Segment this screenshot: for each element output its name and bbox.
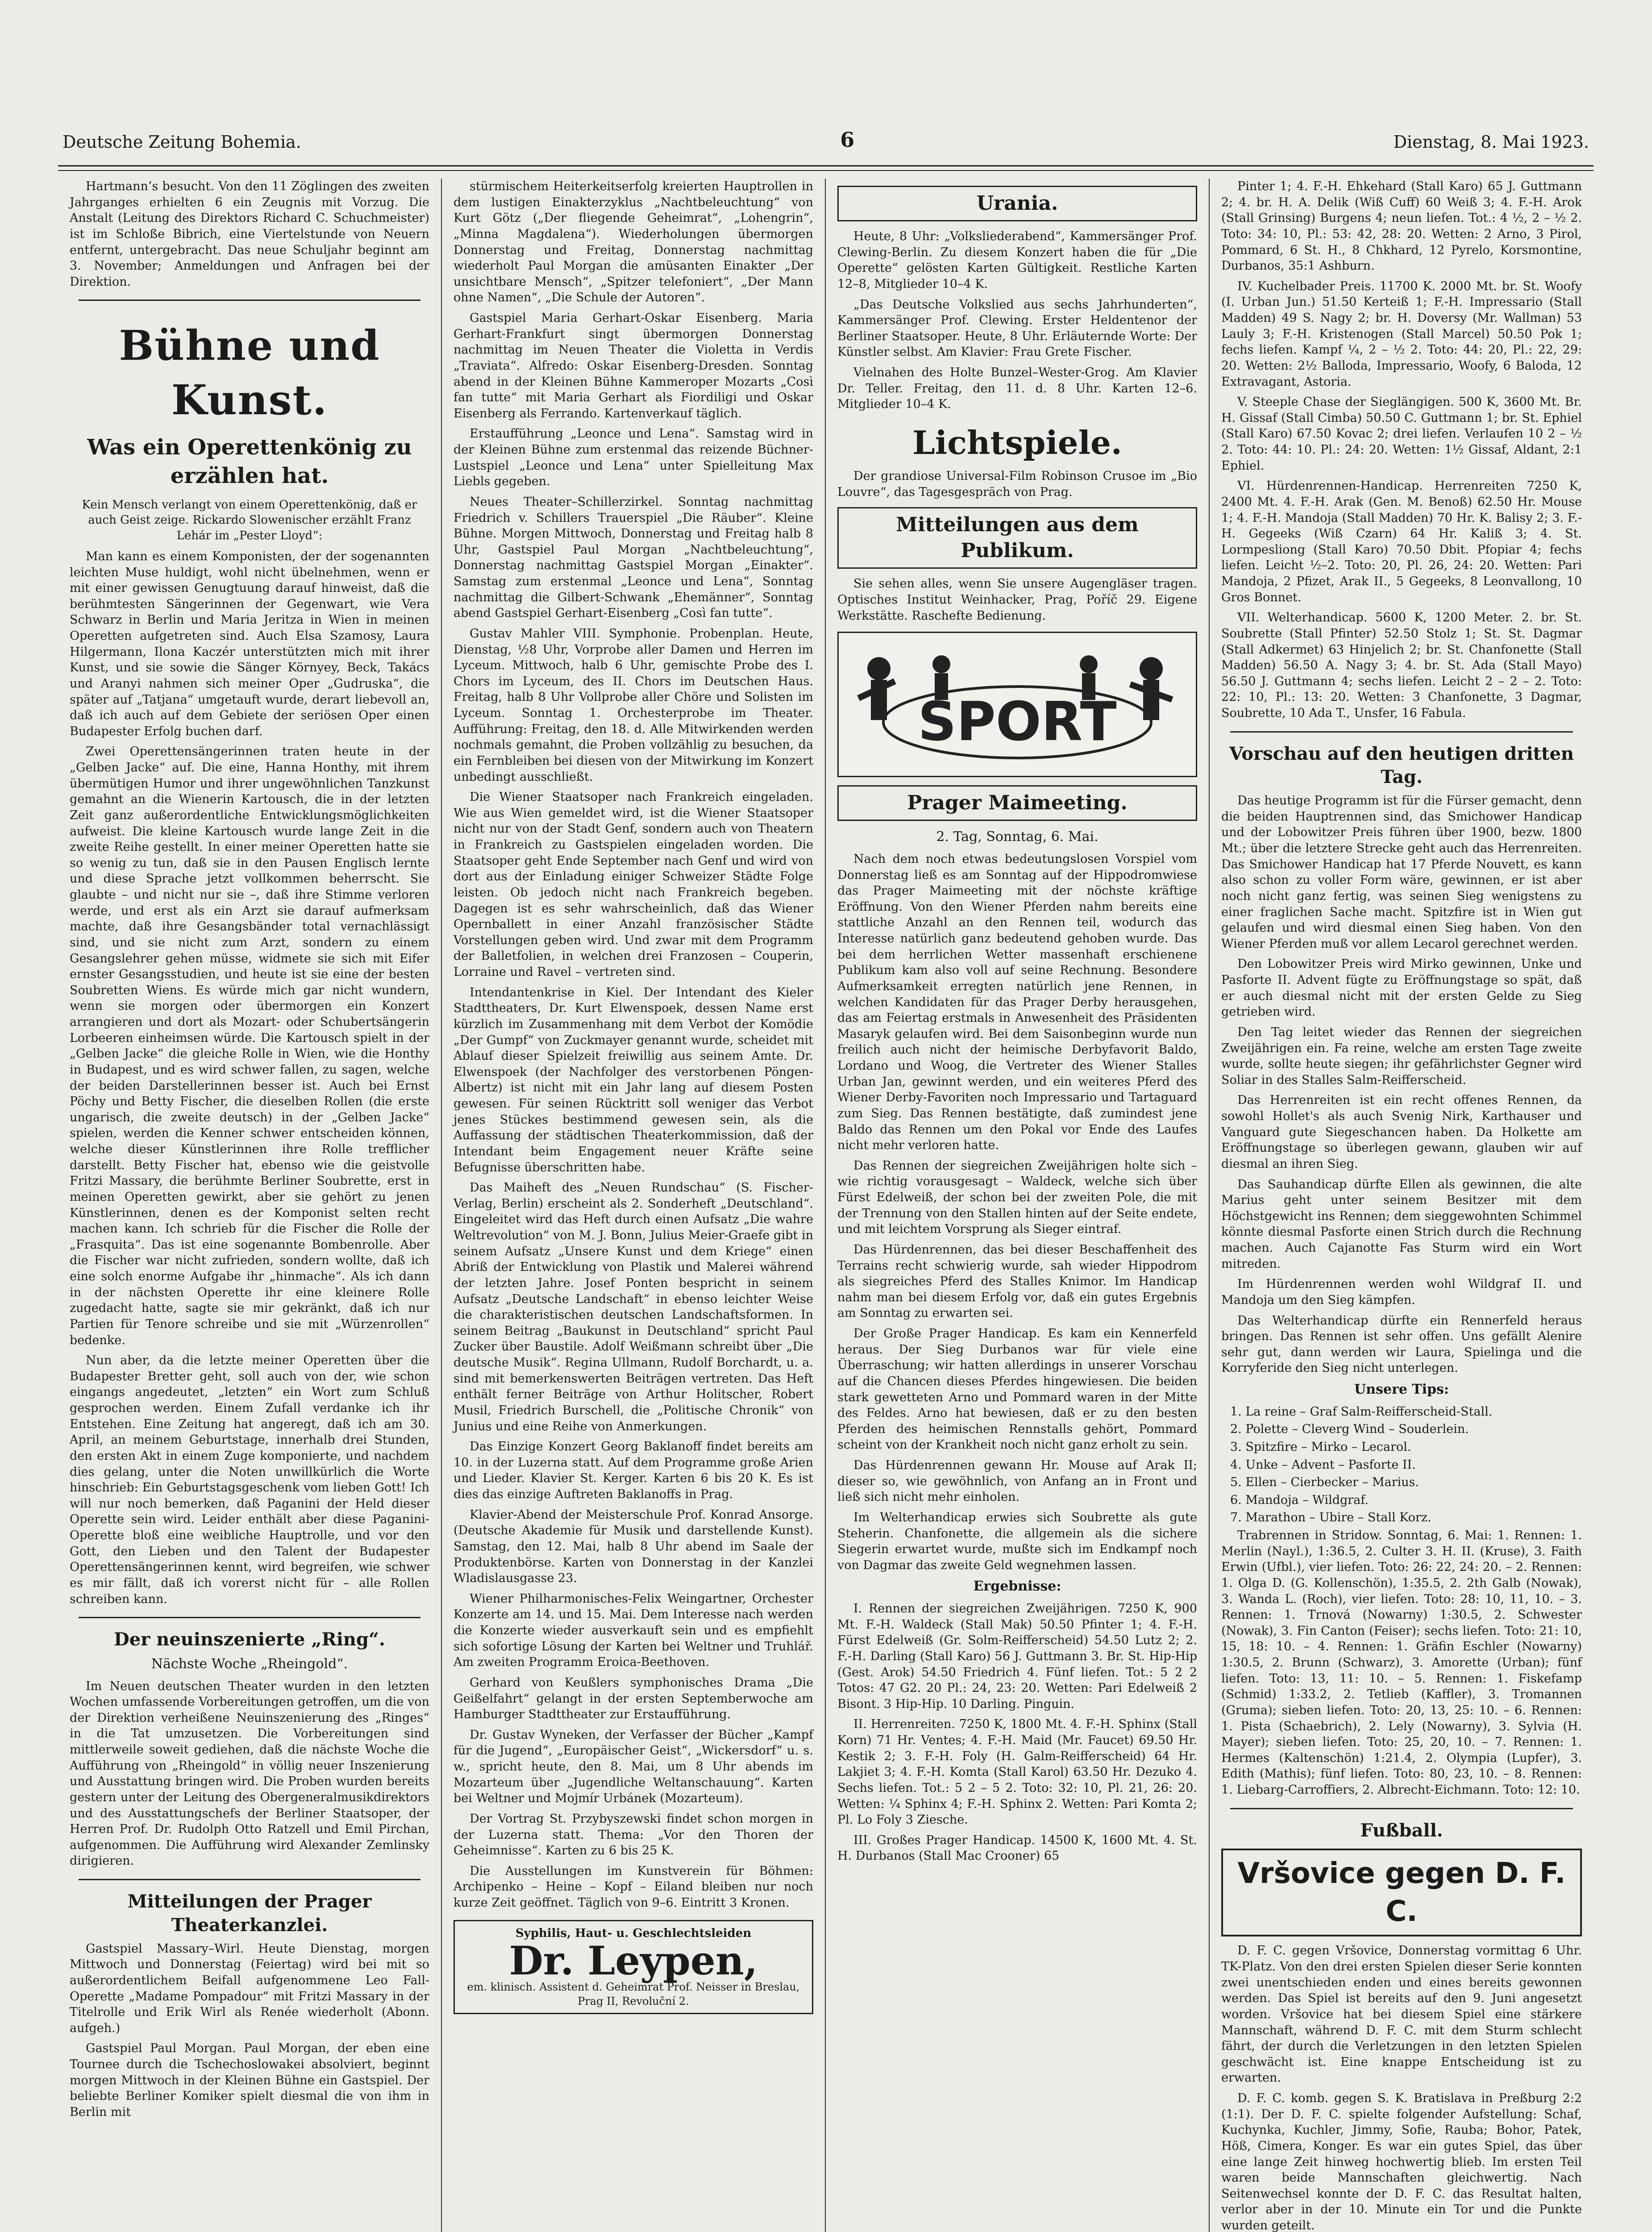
race-result: Pinter 1; 4. F.-H. Ehkehard (Stall Karo) 65 J. Guttmann 2; 4. br. H. A. Delik (Wiß Cuff) 60 Weiß 3; 4. F.-H. Arok (Stall Grinsing) Burgens 4; neun liefen. Tot.: 4 ½, 2 – ½ 2. Toto: 34: 10, Pl.: 53: 42, 28: 20. Wetten: 2 Arno, 3 Pirol, Pommard, 6 St. H., 8 Chkhard, 12 Pyrelo, Korsmontine, Durbanos, 35:1 Ashburn. [1221, 179, 1582, 273]
notice-paragraph: Dr. Gustav Wyneken, der Verfasser der Bücher „Kampf für die Jugend“, „Europäischer Geist“, „Wickersdorf“ u. s. w., spricht heute, den 8. Mai, um 8 Uhr abends im Mozarteum über „Jugendliche Weltanschauung“. Karten bei Weltner und Mojmír Urbánek (Mozarteum). [454, 1728, 813, 1806]
maimeeting-paragraph: Nach dem noch etwas bedeutungslosen Vorspiel vom Donnerstag ließ es am Sonntag auf der Hippodromwiese das Prager Maimeeting mit der nöchste kräftige Eröffnung. Von den Wiener Pferden nahm bereits eine stattliche Anzahl an den Rennen teil, wodurch das Interesse natürlich ganz bedeutend gehoben wurde. Das bei dem herrlichen Wetter massenhaft erschienene Publikum kam also voll auf seine Rechnung. Besondere Aufmerksamkeit erregten natürlich jene Rennen, in welchen Kandidaten für das Prager Derby herausgehen, das am Feiertag erstmals in Anwesenheit des Präsidenten Masaryk gelaufen wird. Bei dem Saisonbeginn wurde nun freilich auch nicht der heimische Derbyfavorit Baldo, Lordano und Woog, die Vertreter des Wiener Stalles Urban Jan, gewinnt werden, und ein weiteres Pferd des Wiener Derby-Favoriten noch Impressario und Tartaguard zum Sieg. Das Rennen bestätigte, daß zumindest jene Baldo das Rennen um den Pokal vor Ende des Laufes nicht mehr verloren hatte. [837, 852, 1197, 1153]
column-2 [442, 179, 826, 2232]
vorschau-paragraph: Das Sauhandicap dürfte Ellen als gewinnen, die alte Marius geht unter seinem Besitzer mit dem Höchstgewicht ins Rennen; dem sieggewohnten Schimmel könnte diesmal Pasforte einen Strich durch die Rechnung machen. Auch Cajanotte Fas Sturm wird ein Wort mitreden. [1221, 1177, 1582, 1271]
ring-heading: Der neuinszenierte „Ring“. [114, 1629, 385, 1650]
notice-paragraph: Erstaufführung „Leonce und Lena“. Samstag wird in der Kleinen Bühne zum erstenmal das reizende Büchner-Lustspiel „Leonce und Lena“ unter Spielleitung Max Liebls gegeben. [454, 427, 813, 489]
notice-paragraph: stürmischem Heiterkeitserfolg kreierten Hauptrollen in dem lustigen Einakterzyklus „Nachtbeleuchtung“ von Kurt Götz („Der fliegende Geheimrat“, „Lohengrin“, „Minna Magdalena“). Wiederholungen übermorgen Donnerstag und Freitag, Donnerstag nachmittag wiederholt Paul Morgan die amüsanten Einakter „Der unsichtbare Mensch“, „Spitzer telefoniert“, „Der Mann ohne Namen“, „Die Schule der Autoren“. [454, 179, 813, 305]
notice-paragraph: Gastspiel Maria Gerhart-Oskar Eisenberg. Maria Gerhart-Frankfurt singt übermorgen Donnerstag nachmittag im Neuen Theater die Violetta in Verdis „Traviata“. Alfredo: Oskar Eisenberg-Dresden. Sonntag abend in der Kleinen Bühne Kammeroper Mozarts „Così fan tutte“ mit Maria Gerhart als Fiordiligi und Oskar Eisenberg als Ferrando. Kartenverkauf täglich. [454, 311, 813, 421]
vorschau-paragraph: Das heutige Programm ist für die Fürser gemacht, denn die beiden Hauptrennen sind, das Smichower Handicap und der Lobowitzer Preis führen über 1900, bezw. 1800 Mt.; über die letztere Strecke geht auch das Herrenreiten. Das Smichower Handicap hat 17 Pferde Nouvett, es kann also schon zu voller Form wäre, gewinnen, er ist aber noch nicht ganz fertig, was seinen Sieg wenigstens zu einer fraglichen Sache macht. Spitzfire ist in Wien gut gelaufen und wird diesmal einen Sieg haben. Von den Wiener Pferden muß vor allem Lecarol gerechnet werden. [1221, 794, 1582, 951]
race-result: VI. Hürdenrennen-Handicap. Herrenreiten 7250 K, 2400 Mt. 4. F.-H. Arak (Gen. M. Benoß) 62.50 Hr. Mouse 1; 4. F.-H. Mandoja (Stall Madden) 70 Hr. K. Balisy 2; 3. F.-H. Gegeeks (Wiß Czarn) 64 Hr. Kaliß 3; 4. St. Lormpesliong (Stall Karo) 70.50 Dbit. Pfopiar 4; fechs liefen. Leicht ½–2. Toto: 20, Pl. 26, 24: 20. Wetten: Pari Mandoja, 2 Pfizet, Arak II., 5 Gegeeks, 8 Leonvallong, 10 Gros Bonnet. [1221, 479, 1582, 604]
column-4 [1210, 179, 1594, 2232]
notice-paragraph: Die Ausstellungen im Kunstverein für Böhmen: Archipenko – Heine – Kopf – Eiland bleiben nur noch kurze Zeit geöffnet. Täglich von 9–6. Eintritt 3 Kronen. [454, 1864, 813, 1910]
notice-paragraph: Gustav Mahler VIII. Symphonie. Probenplan. Heute, Dienstag, ½8 Uhr, Vorprobe aller Damen und Herren im Lyceum. Mittwoch, halb 6 Uhr, gemischte Probe des I. Chors im Lyceum, des II. Chors im Deutschen Haus. Freitag, halb 8 Uhr Vollprobe aller Chöre und Solisten im Lyceum. Sonntag 1. Orchesterprobe im Theater. Aufführung: Freitag, den 18. d. Alle Mitwirkenden werden nochmals gemahnt, die Proben vollzählig zu besuchen, da ein Fernbleiben bei diesen von der Mitwirkung im Konzert unbedingt ausschließt. [454, 626, 813, 784]
lichtspiele-heading: Lichtspiele. [912, 423, 1122, 462]
vorschau-paragraph: Den Tag leitet wieder das Rennen der siegreichen Zweijährigen ein. Fa reine, welche am ersten Tage zweite wurde, sollte heute siegen; ihr gefährlichster Gegner wird Soliar in des Stalles Salm-Reifferscheid. [1221, 1025, 1582, 1087]
notice-paragraph: Wiener Philharmonisches-Felix Weingartner, Orchester Konzerte am 14. und 15. Mai. Dem Interesse nach werden die Konzerte wieder ausverkauft sein und es empfiehlt sich sofortige Lösung der Karten bei Weltner und Truhlář. Am zweiten Programm Eroica-Beethoven. [454, 1591, 813, 1670]
fussball-paragraph: D. F. C. komb. gegen S. K. Bratislava in Preßburg 2:2 (1:1). Der D. F. C. spielte folgender Aufstellung: Schaf, Kuchynka, Kuchler, Jimmy, Sofie, Rauba; Bohor, Patek, Höß, Cimera, Konger. Es war ein gutes Spiel, das über eine lange Zeit hinweg hochwertig blieb. Im ersten Teil waren beide Mannschaften gleichwertig. Nach Seitenwechsel konnte der D. F. C. das Resultat halten, verlor aber in der 10. Minute ein Tor und die Punkte wurden geteilt. [1221, 2091, 1582, 2232]
race-result: VII. Welterhandicap. 5600 K, 1200 Meter. 2. br. St. Soubrette (Stall Pfinter) 52.50 Stolz 1; St. St. Dagmar (Stall Adkermet) 63 Hinjelich 2; br. St. Chanfonette (Stall Madden) 56.50 A. Nagy 3; 4. br. St. Ada (Stall Mayo) 56.50 J. Guttmann 4; sechs liefen. Leicht 2 – 2 – 2. Toto: 22: 10, Pl.: 13: 20. Wetten: 3 Chanfonette, 3 Dagmar, Soubrette, 10 Ada T., Unsfer, 16 Fabula. [1221, 611, 1582, 720]
vrsovice-headline: Vršovice gegen D. F. C. [1221, 1849, 1582, 1936]
notice-paragraph: Das Maiheft des „Neuen Rundschau“ (S. Fischer-Verlag, Berlin) erscheint als 2. Sonderheft „Deutschland“. Eingeleitet wird das Heft durch einen Aufsatz „Die wahre Weltrevolution“ von M. J. Bonn, Julius Meier-Graefe gibt in seinem Aufsatz „Unsere Kunst und dem Kriege“ einen Abriß der Entwicklung von Plastik und Malerei während der letzten Jahre. Josef Ponten bespricht in seinem Aufsatz „Deutsche Landschaft“ in ebenso leichter Weise die charakteristischen deutschen Landschaftsformen. In seinem Beitrag „Baukunst in Deutschland“ spricht Paul Zucker über Baustile. Adolf Weißmann schreibt über „Die deutsche Musik“. Regina Ullmann, Rudolf Borchardt, u. a. sind mit bemerkenswerten Beiträgen vertreten. Das Heft enthält ferner Beiträge von Arthur Holitscher, Robert Musil, Friedrich Burschell, die „Politische Chronik“ von Junius und eine Reihe von Anmerkungen. [454, 1181, 813, 1433]
fussball-paragraph: D. F. C. gegen Vršovice, Donnerstag vormittag 6 Uhr. TK-Platz. Von den drei ersten Spielen dieser Serie konnten zwei unentschieden enden und eines bereits gewonnen werden. Das Spiel ist bereits auf den 9. Juni angesetzt worden. Vršovice hat bei diesem Spiel eine stärkere Mannschaft, während D. F. C. mit dem Sturm schlecht fährt, der durch die Verletzungen in den letzten Spielen geschwächt ist. Eine knappe Entscheidung ist zu erwarten. [1221, 1944, 1582, 2085]
sport-illustration [837, 632, 1197, 777]
ad-line: em. klinisch. Assistent d. Geheimrat Prof. Neisser in Breslau, Prag II, Revoluční 2. [467, 1980, 800, 2007]
article-subline: Kein Mensch verlangt von einem Operettenkönig, daß er auch Geist zeige. Rickardo Slowenischer erzählt Franz Lehár im „Pester Lloyd“: [82, 498, 417, 542]
sport-word: SPORT [918, 691, 1117, 754]
intro-paragraph: Hartmann’s besucht. Von den 11 Zöglingen des zweiten Jahrganges erhielten 6 ein Zeugnis mit Vorzug. Die Anstalt (Leitung des Direktors Richard C. Schuchmeister) ist im Schloße Bibrich, eine Viertelstunde von Neuern entfernt, untergebracht. Das neue Schuljahr beginnt am 3. November; Anmeldungen und Anfragen bei der Direktion. [70, 179, 429, 289]
section-title: Bühne und Kunst. [119, 321, 380, 424]
vorschau-heading: Vorschau auf den heutigen dritten Tag. [1229, 743, 1574, 788]
newspaper-page [45, 98, 1607, 2232]
ring-paragraph: Im Neuen deutschen Theater wurden in den letzten Wochen umfassende Vorbereitungen getroffen, um die von der Direktion verheißene Neuinszenierung des „Ringes“ in die Tat umzusetzen. Die Vorbereitungen sind mittlerweile soweit gediehen, daß die nächste Woche die Aufführung von „Rheingold“ in völlig neuer Inszenierung und Ausstattung bringen wird. Die Proben wurden bereits gestern unter der Leitung des Obergeneralmusikdirektors und des Ausstattungschefs der Berliner Staatsoper, der Herren Prof. Dr. Rudolph Otto Ratzell und Emil Pirchan, aufgenommen. Die Aufführung wird Alexander Zemlinsky dirigieren. [70, 1679, 429, 1868]
race-result: I. Rennen der siegreichen Zweijährigen. 7250 K, 900 Mt. F.-H. Waldeck (Stall Mak) 50.50 Pfinter 1; 4. F.-H. Fürst Edelweiß (Gr. Solm-Reifferscheid) 54.50 Lutz 2; 2. F.-H. Darling (Stall Karo) 56 J. Guttmann 3. Br. St. Hip-Hip (Gest. Arok) 54.50 Friedrich 4. Fünf liefen. Tot.: 5 2 2 Totos: 47 G2. 20 Pl.: 24, 23: 20. Wetten: Pari Edelweiß 2 Bisont. 3 Hip-Hip. 10 Darling. Pinguin. [837, 1602, 1197, 1711]
divider [79, 1617, 420, 1618]
publikum-heading: Mitteilungen aus dem Publikum. [837, 507, 1197, 569]
vorschau-paragraph: Den Lobowitzer Preis wird Mirko gewinnen, Unke und Pasforte II. Advent fügte zu Eröffnungstage so spät, daß er auch diesmal nicht mit der ersten Gelde zu Sieg getrieben wird. [1221, 957, 1582, 1019]
list-item: 4. Unke – Advent – Pasforte II. [1230, 1457, 1416, 1472]
column-1 [58, 179, 442, 2232]
page-header [62, 116, 1589, 152]
race-result: V. Steeple Chase der Sieglängigen. 500 K, 3600 Mt. Br. H. Gissaf (Stall Cimba) 50.50 C. Guttmann 1; br. St. Ephiel (Stall Karo) 67.50 Kovac 2; drei liefen. Verlaufen 10 2 – ½ 2. Toto: 44: 10. Pl.: 24: 20. Wetten: 1½ Gissaf, Aldant, 2:1 Ephiel. [1221, 395, 1582, 473]
vorschau-paragraph: Das Welterhandicap dürfte ein Rennerfeld heraus bringen. Das Rennen ist sehr offen. Uns gefällt Alenire sehr gut, dann werden wir Laura, Spielinga und die Korryferide den Sieg nicht unterlegen. [1221, 1313, 1582, 1375]
sport-banner-icon [839, 633, 1196, 776]
article-heading: Was ein Operettenkönig zu erzählen hat. [87, 435, 412, 488]
page-number: 6 [840, 128, 855, 152]
maimeeting-paragraph: Das Hürdenrennen, das bei dieser Beschaffenheit des Terrains recht schwierig wurde, sah wieder Hippodrom als siegreiches Pferd des Stalles Knimor. Im Handicap nahm man bei diesem Erfolg vor, daß ein gutes Ergebnis am Sonntag zu erwarten sei. [837, 1242, 1197, 1320]
race-result: IV. Kuchelbader Preis. 11700 K. 2000 Mt. br. St. Woofy (I. Urban Jun.) 51.50 Kerteiß 1; F.-H. Impressario (Stall Madden) 49 S. Nagy 2; br. H. Doversy (Mr. Wallman) 53 Lauly 3; F.-H. Kristenogen (Stall Marcel) 50.50 Pok 1; fechs liefen. Kampf ¼, 2 – ½ 2. Toto: 44: 20, Pl.: 22, 29: 20. Wetten: 2½ Balloda, Impressario, Woofy, 6 Baloda, 12 Extravagant, Astoria. [1221, 279, 1582, 389]
tips-heading: Unsere Tips: [1354, 1382, 1449, 1398]
notice-paragraph: Gerhard von Keußlers symphonisches Drama „Die Geißelfahrt“ gelangt in der ersten Septemberwoche am Hamburger Stadttheater zur Erstaufführung. [454, 1675, 813, 1722]
theaterkanzlei-paragraph: Gastspiel Paul Morgan. Paul Morgan, der eben eine Tournee durch die Tschechoslowakei absolviert, beginnt morgen Mittwoch in der Kleinen Bühne ein Gastspiel. Der beliebte Berliner Komiker spielt diesmal die von ihm in Berlin mit [70, 2041, 429, 2119]
leypen-advertisement [454, 1920, 813, 2015]
urania-paragraph: „Das Deutsche Volkslied aus sechs Jahrhunderten“, Kammersänger Prof. Clewing. Erster Heldentenor der Berliner Staatsoper. Heute, 8 Uhr. Erläuternde Worte: Der Künstler selbst. Am Klavier: Frau Grete Fischer. [837, 297, 1197, 359]
maimeeting-paragraph: Im Welterhandicap erwies sich Soubrette als gute Steherin. Chanfonette, die allgemein als die sichere Siegerin erwartet wurde, mußte sich im Endkampf noch von Dagmar das zweite Geld wegnehmen lassen. [837, 1510, 1197, 1572]
list-item: 5. Ellen – Cierbecker – Marius. [1230, 1475, 1419, 1490]
race-result: II. Herrenreiten. 7250 K, 1800 Mt. 4. F.-H. Sphinx (Stall Korn) 71 Hr. Ventes; 4. F.-H. Maid (Mr. Faucet) 69.50 Hr. Kestik 2; 3. F.-H. Foly (H. Galm-Reifferscheid) 64 Hr. Lakjiet 3; 4. F.-H. Komta (Stall Karol) 63.50 Hr. Dezuko 4. Sechs liefen. Tot.: 5 2 – 5 2. Toto: 32: 10, Pl. 21, 26: 20. Wetten: ¼ Sphinx 4; F.-H. Sphinx 2. Wetten: Pari Komta 2; Pl. Lo Foly 3 Ziesche. [837, 1717, 1197, 1827]
lichtspiele-paragraph: Der grandiose Universal-Film Robinson Crusoe im „Bio Louvre“, das Tagesgespräch von Prag. [837, 469, 1197, 499]
notice-paragraph: Das Einzige Konzert Georg Baklanoff findet bereits am 10. in der Luzerna statt. Auf dem Programme große Arien und Lieder. Klavier St. Kerger. Karten 6 bis 20 K. Es ist dies das einzige Auftreten Baklanoffs in Prag. [454, 1440, 813, 1501]
maimeeting-subline: 2. Tag, Sonntag, 6. Mai. [936, 829, 1099, 845]
maimeeting-paragraph: Der Große Prager Handicap. Es kam ein Kennerfeld heraus. Der Sieg Durbanos war für viele eine Überraschung; wir hatten allerdings in unserer Vorschau auf die Chancen dieses Pferdes hingewiesen. Die beiden stark gewetteten Arno und Pommard waren in der Mitte des Feldes. Arno hat bewiesen, daß er zu den besten Pferden des heimischen Rennstalls gehört, Pommard scheint von der Krankheit noch nicht ganz erholt zu sein. [837, 1327, 1197, 1452]
maimeeting-paragraph: Das Rennen der siegreichen Zweijährigen holte sich – wie richtig vorausgesagt – Waldeck, welche sich über Fürst Edelweiß, der schon bei der zweiten Pole, die mit der Trennung von den Stallen hinten auf der Seite endete, und mit leichtem Vorsprung als Sieger eintraf. [837, 1158, 1197, 1237]
divider [1230, 731, 1573, 733]
tips-list [1221, 1404, 1582, 1526]
divider [79, 1879, 420, 1880]
theaterkanzlei-heading: Mitteilungen der Prager Theaterkanzlei. [127, 1891, 372, 1936]
race-result: III. Großes Prager Handicap. 14500 K, 1600 Mt. 4. St. H. Durbanos (Stall Mac Crooner) 65 [837, 1833, 1197, 1863]
list-item: 3. Spitzfire – Mirko – Lecarol. [1230, 1440, 1411, 1454]
list-item: 7. Marathon – Ubire – Stall Korz. [1230, 1511, 1431, 1525]
article-paragraph: Zwei Operettensängerinnen traten heute in der „Gelben Jacke“ auf. Die eine, Hanna Honthy, mit ihrem übermütigen Humor und ihrer ungewöhnlichen Tanzkunst gemahnt an die Wienerin Kartousch, die in der letzten Zeit ganz außerordentliche Entwicklungsmöglichkeiten aufweist. Die kleine Kartousch wurde lange Zeit in die zweite Reihe gestellt. In einer meiner Operetten hatte sie so wenig zu tun, daß sie in den Pausen Englisch lernte und diese Sprache jetzt vollkommen beherrscht. Sie glaubte – und nicht nur sie –, daß ihre Stimme verloren werde, und erst als ein Arzt sie darauf aufmerksam machte, daß ihre Gesangsbänder total vernachlässigt sind, und sie nicht zum Arzt, sondern zu einem Gesangslehrer gehen müsse, widmete sie sich mit Eifer ernster Gesangsstudien, und heute ist sie eine der besten Soubretten Wiens. Es würde mich gar nicht wundern, wenn sie morgen oder übermorgen ein Konzert arrangieren und dort als Mozart- oder Schubertsängerin Lorbeeren einheimsen würde. Die Kartousch spielt in der „Gelben Jacke“ die gleiche Rolle in Wien, wie die Honthy in Budapest, und es wird schwer fallen, zu sagen, welche der beiden Darstellerinnen besser ist. Auch bei Ernst Pöchy und Betty Fischer, die dieselben Rollen (die erste ungarisch, die zweite deutsch) in der „Gelben Jacke“ spielen, werden die Kenner schwer entscheiden können, welche dieser Künstlerinnen ihre Rolle trefflicher darstellt. Betty Fischer hat, ebenso wie die geistvolle Fritzi Massary, die berühmte Berliner Soubrette, erst in meinen Operetten gewirkt, aber sie gehört zu jenen Künstlerinnen, denen es der Komponist selten recht machen kann. Ich schrieb für die Fischer die Rolle der „Frasquita“. Das ist eine sogenannte Bombenrolle. Aber die Fischer war nicht zufrieden, sondern wollte, daß ich eine solch enorme Aufgabe ihr „hinmache“. Als ich dann in der nächsten Operette ihr eine kleinere Rolle zugedacht hatte, sagte sie mir gekränkt, daß ich nur Partien für Tenore schreibe und sie mit „Würzenrollen“ bedenke. [70, 745, 429, 1347]
notice-paragraph: Intendantenkrise in Kiel. Der Intendant des Kieler Stadttheaters, Dr. Kurt Elwenspoek, dessen Name erst kürzlich im Zusammenhang mit dem Verbot der Komödie „Der Gumpf“ von Zuckmayer genannt wurde, scheidet mit Ablauf dieser Spielzeit freiwillig aus seinem Amte. Dr. Elwenspoek (der Nachfolger des verstorbenen Pöngen-Albertz) ist nicht mit ein Jahr lang auf diesem Posten gewesen. Für seinen Rücktritt soll weniger das Verbot jenes Stückes bestimmend gewesen sein, als die Auffassung der städtischen Theaterkommission, daß der Intendant beim Engagement neuer Kräfte seine Befugnisse überschritten habe. [454, 985, 813, 1174]
list-item: 6. Mandoja – Wildgraf. [1230, 1493, 1369, 1507]
urania-paragraph: Heute, 8 Uhr: „Volksliederabend“, Kammersänger Prof. Clewing-Berlin. Zu diesem Konzert haben die für „Die Operette“ gelösten Karten Gültigkeit. Restliche Karten 12–8, Mitglieder 10–4 K. [837, 229, 1197, 291]
urania-heading: Urania. [837, 186, 1197, 221]
article-paragraph: Man kann es einem Komponisten, der der sogenannten leichten Muse huldigt, wohl nicht übelnehmen, wenn er mit einer gewissen Genugtuung darauf hinweist, daß die berühmtesten Sängerinnen der Gegenwart, wie Vera Schwarz in Berlin und Maria Jeritza in Wien in meinen Operetten aufgetreten sind. Auch Elsa Szamosy, Laura Hilgermann, Ilona Kaczér unterstützten mich mit ihrer Kunst, und sie sowie die Sänger Környey, Beck, Takács und Aranyi nahmen sich meiner Oper „Gudruska“, die später auf „Tatjana“ umgetauft wurde, derart liebevoll an, daß ich auch auf dem Gebiete der seriösen Oper einen Budapester Erfolg buchen darf. [70, 549, 429, 738]
notice-paragraph: Die Wiener Staatsoper nach Frankreich eingeladen. Wie aus Wien gemeldet wird, ist die Wiener Staatsoper nicht nur von der Stadt Genf, sondern auch von Theatern in Frankreich zu Gastspielen eingeladen worden. Die Staatsoper geht Ende September nach Genf und wird von dort aus der Einladung einiger Schweizer Städte Folge leisten. Ob jedoch nicht nach Frankreich begeben. Dagegen ist es sehr wahrscheinlich, daß das Wiener Opernballett in einer Anzahl französischer Städte Vorstellungen geben wird. Und zwar mit dem Programm der Balletfolien, in welchen drei Franzosen – Couperin, Lorraine und Ravel – vertreten sind. [454, 790, 813, 979]
header-rule [58, 165, 1594, 171]
ad-line: Syphilis, Haut- u. Geschlechtsleiden [515, 1926, 752, 1940]
publikum-paragraph: Sie sehen alles, wenn Sie unsere Augengläser tragen. Optisches Institut Weinhacker, Prag, Poříč 29. Eigene Werkstätte. Raschefte Bedienung. [837, 577, 1197, 623]
list-item: 2. Polette – Cleverg Wind – Souderlein. [1230, 1422, 1469, 1437]
ad-name: Dr. Leypen, [509, 1937, 758, 1984]
vorschau-paragraph: Das Herrenreiten ist ein recht offenes Rennen, da sowohl Hollet's als auch Svenig Nirk, Karthauser und Vanguard gute Siegeschancen haben. Da Holkette am Eröffnungstage so überlegen gewann, glauben wir auf diesmal an ihren Sieg. [1221, 1093, 1582, 1171]
notice-paragraph: Der Vortrag St. Przybyszewski findet schon morgen in der Luzerna statt. Thema: „Vor den Thoren der Geheimnisse“. Karten zu 6 bis 25 K. [454, 1811, 813, 1858]
fussball-heading: Fußball. [1360, 1820, 1443, 1841]
list-item: 1. La reine – Graf Salm-Reifferscheid-Stall. [1230, 1404, 1493, 1419]
divider [79, 300, 420, 301]
columns [58, 179, 1594, 2232]
ring-subline: Nächste Woche „Rheingold“. [151, 1656, 348, 1672]
trabrennen-paragraph: Trabrennen in Stridow. Sonntag, 6. Mai: 1. Rennen: 1. Merlin (Nayl.), 1:36.5, 2. Culter 3. H. II. (Kruse), 3. Faith Erwin (Ufbl.), vier liefen. Toto: 26: 22, 24: 20. – 2. Rennen: 1. Olga D. (G. Kollenschön), 1:35.5, 2. 2th Galb (Nowak), 3. Wanda L. (Roch), vier liefen. Toto: 28: 10, 11, 10. – 3. Rennen: 1. Trnová (Nowarny) 1:30.5, 2. Schwester (Nowak), 3. Fin Canton (Feiser); sechs liefen. Toto: 21: 10, 15, 18: 10. – 4. Rennen: 1. Gräfin Eschler (Nowarny) 1:30.5, 2. Brunn (Schwarz), 3. Amorette (Urban); fünf liefen. Toto: 13, 11: 10. – 5. Rennen: 1. Fiskefamp (Schmid) 1:33.2, 2. Tetlieb (Kaffler), 3. Tromannen (Gruma); sieben liefen. Toto: 20, 13, 25: 10. – 6. Rennen: 1. Pista (Schaebrich), 2. Lely (Nowarny), 3. Sylvia (H. Mayer); sieben liefen. Toto: 25, 20, 10. – 7. Rennen: 1. Hermes (Kaltenschön) 1:21.4, 2. Olympia (Lupfer), 3. Edith (Mathis); fünf liefen. Toto: 80, 23, 10. – 8. Rennen: 1. Liebarg-Carroffiers, 2. Albrecht-Eichmann. Toto: 12: 10. [1221, 1528, 1582, 1797]
column-3 [826, 179, 1210, 2232]
article-paragraph: Nun aber, da die letzte meiner Operetten über die Budapester Bretter geht, soll auch von der, wie schon eingangs angedeutet, „letzten“ ein Wort zum Schluß gesprochen werden. Einem Zufall verdanke ich ihr Entstehen. Eine Zeitung hat angeregt, daß ich am 30. April, an meinem Geburtstage, innerhalb drei Stunden, den ersten Akt in einem Zuge komponierte, und nachdem dies gelang, unter die Noten unwillkürlich die Worte hinschrieb: Ein Geburtstagsgeschenk vom lieben Gott! Ich will nur noch bemerken, daß Paganini der Held dieser Operette sein wird. Leider enthält aber diese Paganini-Operette bloß eine weibliche Hauptrolle, und vor den Gott, den Lieben und den Talent der Budapester Operettensängerinnen kennt, wird begreifen, wie schwer es mir fällt, daß ich vorerst nicht für – alle Rollen schreiben kann. [70, 1353, 429, 1606]
maimeeting-paragraph: Das Hürdenrennen gewann Hr. Mouse auf Arak II; dieser so, wie gewöhnlich, von Anfang an in Front und ließ sich nicht mehr einholen. [837, 1458, 1197, 1504]
maimeeting-heading: Prager Maimeeting. [837, 785, 1197, 821]
issue-date: Dienstag, 8. Mai 1923. [1393, 132, 1589, 152]
divider [1230, 1808, 1573, 1809]
notice-paragraph: Klavier-Abend der Meisterschule Prof. Konrad Ansorge. (Deutsche Akademie für Musik und darstellende Kunst). Samstag, den 12. Mai, halb 8 Uhr abend im Saale der Produktenbörse. Karten von Donnerstag in der Kanzlei Wladislausgasse 23. [454, 1507, 813, 1586]
results-heading: Ergebnisse: [973, 1578, 1061, 1595]
notice-paragraph: Neues Theater–Schillerzirkel. Sonntag nachmittag Friedrich v. Schillers Trauerspiel „Die Räuber“. Kleine Bühne. Morgen Mittwoch, Donnerstag und Freitag halb 8 Uhr, Gastspiel Paul Morgan „Nachtbeleuchtung“, Donnerstag nachmittag Gastspiel Morgan „Einakter“. Samstag zum erstenmal „Leonce und Lena“, Sonntag nachmittag die Gilbert-Schwank „Ehemänner“, Sonntag abend Gastspiel Gerhart-Eisenberg „Così fan tutte“. [454, 495, 813, 620]
urania-paragraph: Vielnahen des Holte Bunzel–Wester-Grog. Am Klavier Dr. Teller. Freitag, den 11. d. 8 Uhr. Karten 12–6. Mitglieder 10–4 K. [837, 366, 1197, 412]
theaterkanzlei-paragraph: Gastspiel Massary–Wirl. Heute Dienstag, morgen Mittwoch und Donnerstag (Feiertag) wird bei mit so außerordentlichem Beifall aufgenommene Leo Fall-Operette „Madame Pompadour“ mit Fritzi Massary in der Titelrolle und Erik Wirl als Renée wiederholt (Abonn. aufgeh.) [70, 1941, 429, 2035]
newspaper-title: Deutsche Zeitung Bohemia. [62, 132, 301, 152]
vorschau-paragraph: Im Hürdenrennen werden wohl Wildgraf II. und Mandoja um den Sieg kämpfen. [1221, 1277, 1582, 1307]
